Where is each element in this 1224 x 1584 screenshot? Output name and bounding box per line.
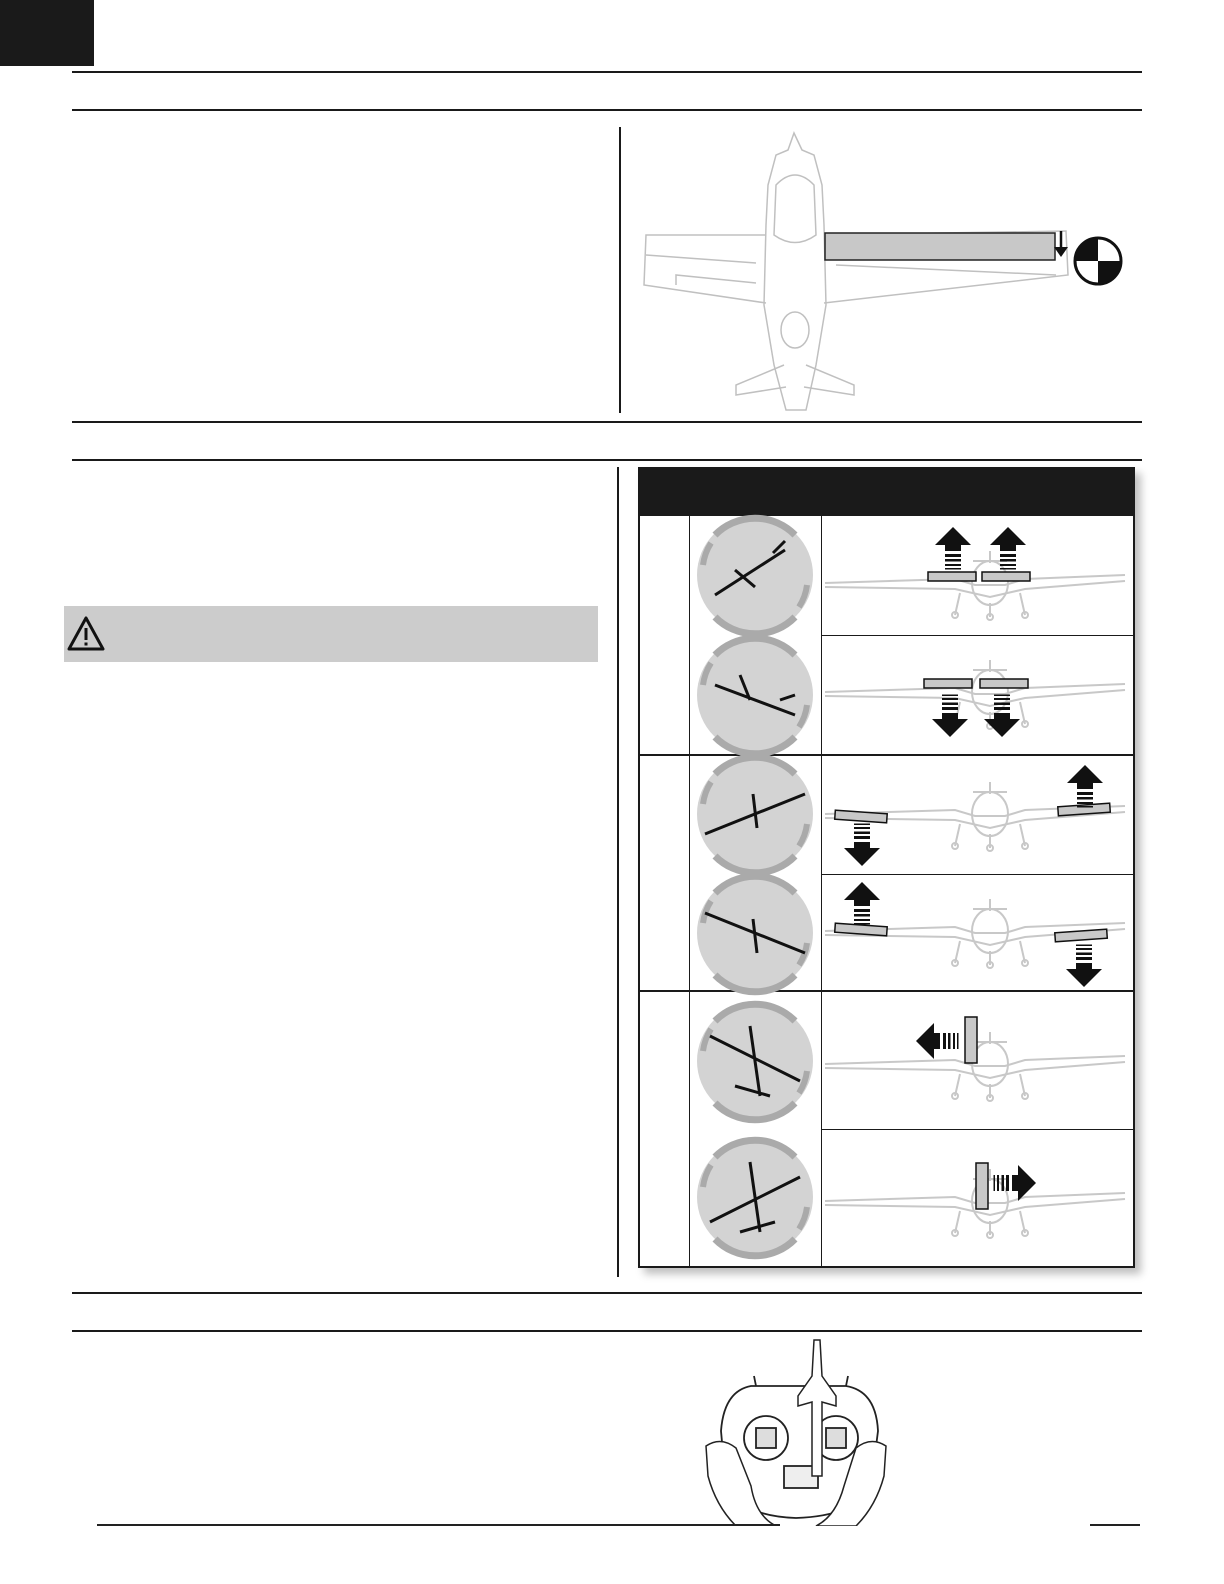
section-cg-rule-top xyxy=(72,71,1142,73)
aileron-right-row xyxy=(697,875,1125,992)
up-arrow-icon xyxy=(935,527,971,570)
section-flying-rule-bottom xyxy=(72,1330,1142,1332)
section-cg-rule-bottom xyxy=(72,109,1142,111)
section-control-rule-top xyxy=(72,421,1142,423)
cg-airplane-illustration xyxy=(636,125,1136,415)
movement-circle-icon xyxy=(697,517,813,634)
page-number-bar xyxy=(1090,1524,1140,1526)
movement-circle-icon xyxy=(697,1139,813,1256)
cg-wing-strip xyxy=(825,233,1055,260)
up-arrow-icon xyxy=(1067,765,1103,808)
rudder-right-row xyxy=(697,1139,1125,1256)
center-of-gravity-icon xyxy=(1075,238,1121,284)
caution-box xyxy=(64,606,598,662)
down-arrow-icon xyxy=(844,824,880,867)
column-divider-2 xyxy=(617,467,619,1277)
left-arrow-icon xyxy=(916,1023,959,1059)
front-view-airplane-icon xyxy=(825,1169,1125,1238)
front-view-airplane-icon xyxy=(825,551,1125,620)
up-arrow-icon xyxy=(844,882,880,925)
front-view-airplane-icon xyxy=(825,660,1125,729)
language-tab xyxy=(0,0,94,66)
control-direction-table xyxy=(638,467,1135,1268)
elevator-down-row xyxy=(697,637,1125,754)
footer-rule xyxy=(97,1524,780,1526)
section-flying-rule-top xyxy=(72,1292,1142,1294)
airplane-top-view xyxy=(644,133,1068,410)
transmitter-illustration xyxy=(696,1336,896,1526)
elevator-up-row xyxy=(697,517,1125,634)
movement-circle-icon xyxy=(697,1003,813,1120)
movement-circle-icon xyxy=(697,637,813,754)
down-arrow-icon xyxy=(1066,945,1102,988)
aileron-left-row xyxy=(697,756,1125,873)
movement-circle-icon xyxy=(697,875,813,992)
table-graphics xyxy=(640,469,1133,1266)
down-arrow-icon xyxy=(932,695,968,738)
rudder-left-row xyxy=(697,1003,1125,1120)
column-divider xyxy=(619,127,621,413)
movement-circle-icon xyxy=(697,756,813,873)
section-control-rule-bottom xyxy=(72,459,1142,461)
up-arrow-icon xyxy=(990,527,1026,570)
warning-triangle-icon xyxy=(66,614,106,654)
